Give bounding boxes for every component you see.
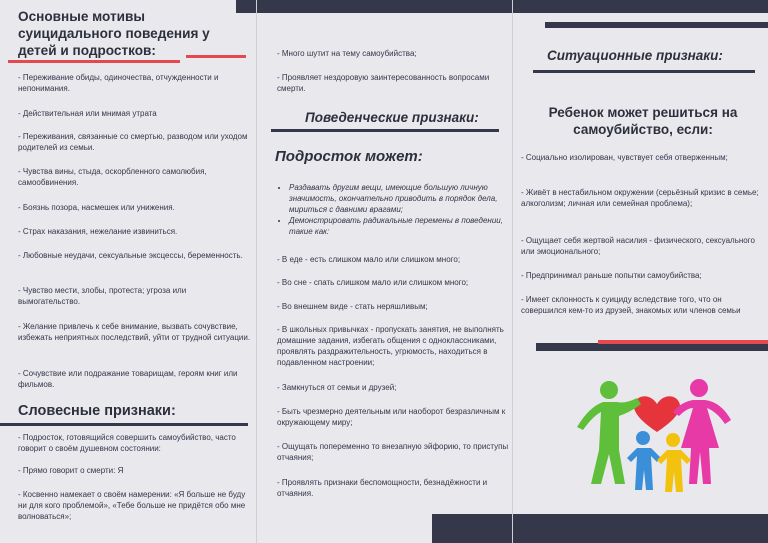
- family-illustration: [569, 372, 739, 497]
- teen-can-title: Подросток может:: [275, 148, 423, 165]
- situational-item: - Живёт в нестабильном окружении (серьёзный кризис в семье; алкоголизм; личная или семейная проблема);: [521, 188, 759, 208]
- verbal-item: - Проявляет нездоровую заинтересованность вопросами смерти.: [277, 73, 490, 93]
- verbal-item: - Подросток, готовящийся совершить самоубийство, часто говорит о своём душевном состоянии:: [18, 433, 236, 453]
- behavior-item: - Проявлять признаки беспомощности, безнадёжности и отчаяния.: [277, 478, 488, 498]
- motive-item: - Действительная или мнимая утрата: [18, 109, 157, 118]
- behavior-bullet: • Раздавать другим вещи, имеющие большую личную значимость, окончательно приводить в порядок дела, мириться с давними врагами;: [289, 182, 509, 215]
- motive-item: - Переживание обиды, одиночества, отчужденности и непонимания.: [18, 73, 219, 93]
- situational-item: - Имеет склонность к суициду вследствие того, что он совершился кем-то из друзей, знакомых или членов семьи: [521, 295, 741, 315]
- motive-item: - Переживания, связанные со смертью, разводом или уходом родителей из семьи.: [18, 132, 248, 152]
- behavior-item: - Во внешнем виде - стать неряшливым;: [277, 302, 428, 311]
- motive-item: - Сочувствие или подражание товарищам, героям книг или фильмов.: [18, 369, 238, 389]
- behavior-item: - В еде - есть слишком мало или слишком много;: [277, 255, 461, 264]
- behavior-item: - В школьных привычках - пропускать занятия, не выполнять домашние задания, избегать общения с одноклассниками, проявлять раздражительность, угрюмость, находиться в подавленном настроении;: [277, 325, 504, 367]
- verbal-item: - Много шутит на тему самоубийства;: [277, 49, 417, 58]
- child-may-title: Ребенок может решиться на самоубийство, если:: [548, 105, 738, 137]
- behavior-item: - Во сне - спать слишком мало или слишком много;: [277, 278, 469, 287]
- mother-figure: [673, 379, 731, 484]
- motive-item: - Желание привлечь к себе внимание, вызвать сочувствие, избежать неприятных последствий, уйти от трудной ситуации.: [18, 322, 251, 342]
- behavior-signs-title: Поведенческие признаки:: [305, 110, 479, 125]
- situational-item: - Социально изолирован, чувствует себя отверженным;: [521, 153, 728, 162]
- motive-item: - Боязнь позора, насмешек или унижения.: [18, 203, 175, 212]
- motive-item: - Любовные неудачи, сексуальные эксцессы, беременность.: [18, 251, 243, 260]
- situational-item: - Ощущает себя жертвой насилия - физического, сексуального или эмоционального;: [521, 236, 755, 256]
- motive-item: - Чувства вины, стыда, оскорбленного самолюбия, самообвинения.: [18, 167, 207, 187]
- situational-title-underline: [533, 70, 755, 73]
- behavior-item: - Быть чрезмерно деятельным или наоборот безразличным к окружающему миру;: [277, 407, 506, 427]
- behavior-title-underline: [271, 129, 499, 132]
- motives-title: Основные мотивы суицидального поведения у детей и подростков:: [18, 9, 210, 58]
- behavior-bullet: • Демонстрировать радикальные перемены в поведении, такие как:: [289, 215, 509, 237]
- situational-item: - Предпринимал раньше попытки самоубийства;: [521, 271, 702, 280]
- father-figure: [577, 381, 641, 484]
- heart-icon: [634, 396, 680, 432]
- column-3: [512, 0, 768, 543]
- verbal-signs-title: Словесные признаки:: [18, 403, 176, 419]
- motive-item: - Страх наказания, нежелание извиниться.: [18, 227, 178, 236]
- verbal-title-underline: [0, 423, 248, 426]
- column-2: [256, 0, 513, 543]
- behavior-item: - Ощущать попеременно то внезапную эйфорию, то приступы отчаяния;: [277, 442, 509, 462]
- situational-signs-title: Ситуационные признаки:: [547, 48, 723, 63]
- column-1: [0, 0, 256, 543]
- behavior-bullets: [277, 182, 509, 237]
- behavior-item: - Замкнуться от семьи и друзей;: [277, 383, 397, 392]
- verbal-item: - Косвенно намекает о своём намерении: «Я больше не буду ни для кого проблемой», «Тебе больше не придётся обо мне волноваться»;: [18, 490, 246, 521]
- motive-item: - Чувство мести, злобы, протеста; угроза или вымогательство.: [18, 286, 187, 306]
- child-blue-figure: [627, 431, 661, 490]
- verbal-item: - Прямо говорит о смерти: Я: [18, 466, 124, 475]
